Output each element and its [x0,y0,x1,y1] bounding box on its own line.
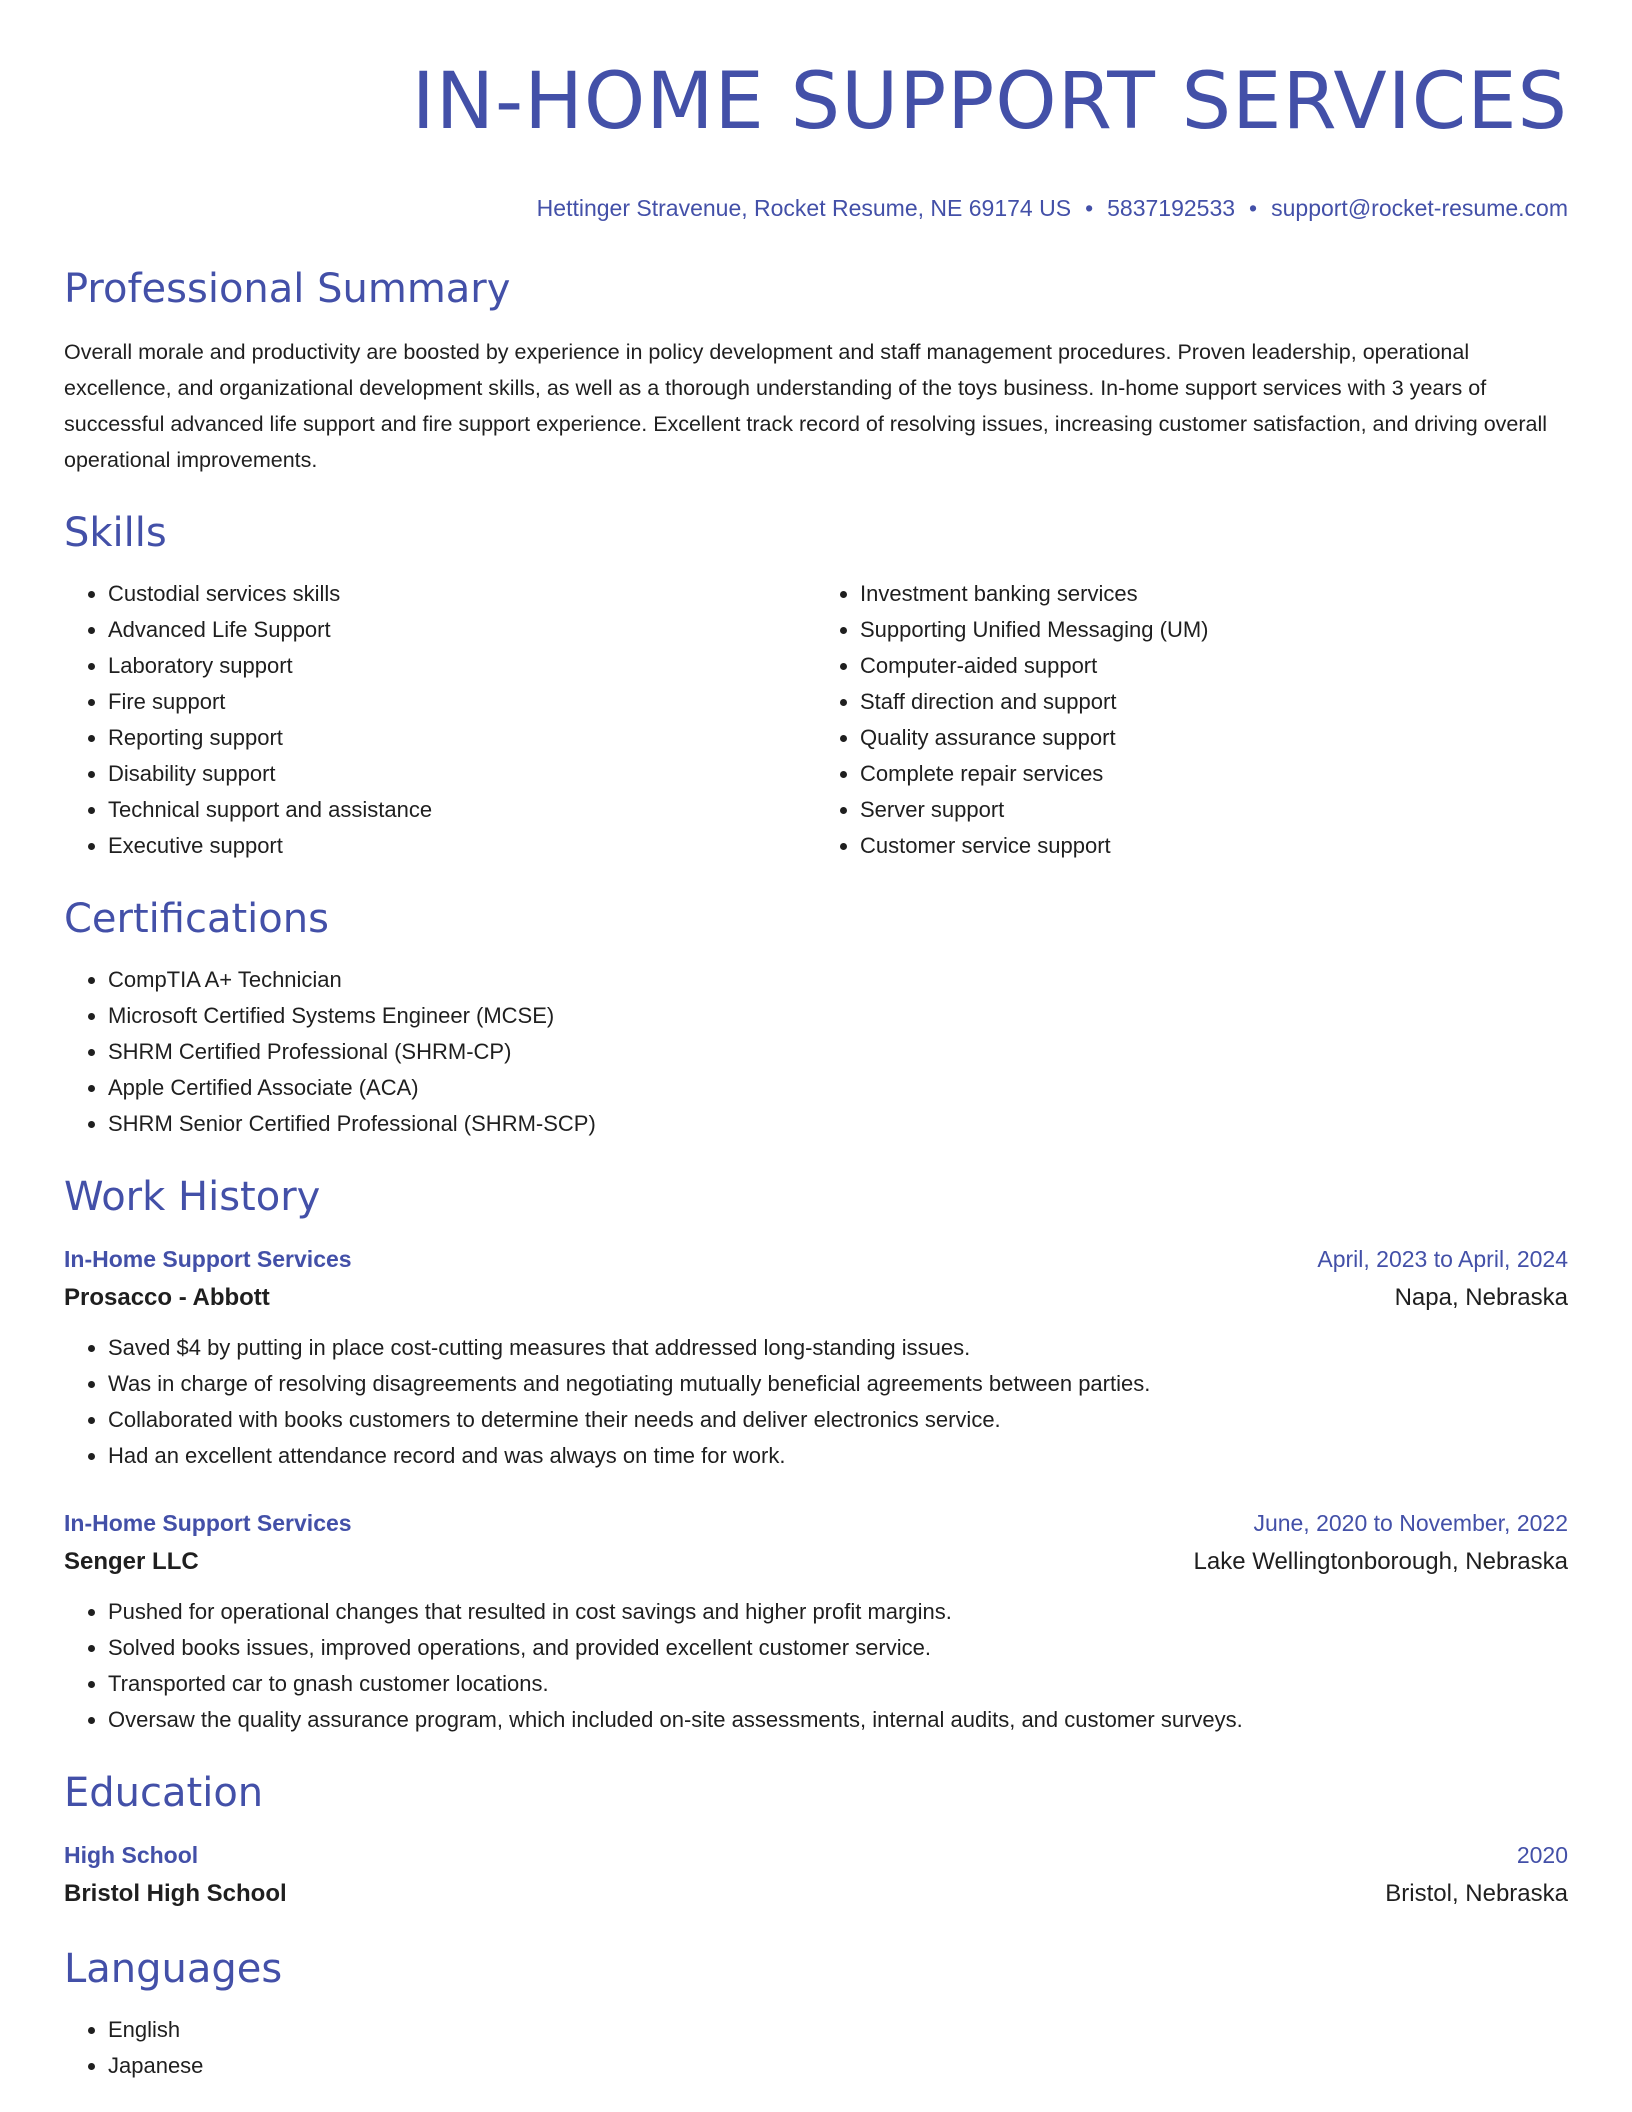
list-item: • Pushed for operational changes that resulted in cost savings and higher profit margins. [108,1594,1568,1630]
job-dates: June, 2020 to November, 2022 [1253,1510,1568,1536]
list-item: • Customer service support [860,828,1568,864]
list-item: • Transported car to gnash customer locations. [108,1666,1568,1702]
education-header-row [64,1836,1568,1874]
page-title: IN-HOME SUPPORT SERVICES [411,57,1568,147]
education-location: Bristol, Nebraska [1385,1880,1568,1907]
education-entry [64,1836,1568,1914]
list-item: • Reporting support [108,720,816,756]
job-header-row [64,1240,1568,1278]
job-bullets [64,1330,1568,1474]
section-title-certifications: Certifications [64,896,329,942]
languages-section [64,1944,1568,2084]
job-title: In-Home Support Services [64,1510,352,1536]
list-item: • Investment banking services [860,576,1568,612]
job-dates: April, 2023 to April, 2024 [1317,1246,1568,1272]
list-item: • Japanese [108,2048,1568,2084]
job-company-row [64,1278,1568,1318]
job-title: In-Home Support Services [64,1246,352,1272]
education-section [64,1768,1568,1914]
list-item: • Technical support and assistance [108,792,816,828]
list-item: • Computer-aided support [860,648,1568,684]
work-history-section [64,1172,1568,1738]
list-item: • Staff direction and support [860,684,1568,720]
list-item: • CompTIA A+ Technician [108,962,1568,998]
list-item: • Apple Certified Associate (ACA) [108,1070,1568,1106]
certifications-section [64,894,1568,1142]
job-company: Senger LLC [64,1548,199,1575]
job-bullets [64,1594,1568,1738]
education-degree: High School [64,1842,199,1868]
skills-section [64,508,1568,864]
resume-header [64,52,1568,222]
skills-list-left [64,576,816,864]
summary-section [64,264,1568,478]
job-company-row [64,1542,1568,1582]
job-entry [64,1504,1568,1738]
list-item: • Server support [860,792,1568,828]
list-item: • Microsoft Certified Systems Engineer (MCSE) [108,998,1568,1034]
list-item: • Fire support [108,684,816,720]
contact-separator: • [1249,195,1258,221]
certifications-list [64,962,1568,1142]
list-item: • Supporting Unified Messaging (UM) [860,612,1568,648]
contact-email[interactable]: support@rocket-resume.com [1271,195,1568,221]
job-header-row [64,1504,1568,1542]
list-item: • Disability support [108,756,816,792]
list-item: • Solved books issues, improved operations, and provided excellent customer service. [108,1630,1568,1666]
job-location: Napa, Nebraska [1394,1284,1568,1311]
list-item: • SHRM Certified Professional (SHRM-CP) [108,1034,1568,1070]
list-item: • Oversaw the quality assurance program, which included on-site assessments, internal audits, and customer surveys. [108,1702,1568,1738]
list-item: • Quality assurance support [860,720,1568,756]
skills-grid [64,576,1568,864]
contact-phone: 5837192533 [1107,195,1236,221]
section-title-education: Education [64,1770,264,1816]
job-entry [64,1240,1568,1474]
education-school: Bristol High School [64,1880,287,1907]
languages-list [64,2012,1568,2084]
list-item: • Complete repair services [860,756,1568,792]
list-item: • Saved $4 by putting in place cost-cutting measures that addressed long-standing issues. [108,1330,1568,1366]
education-year: 2020 [1516,1842,1568,1868]
list-item: • Laboratory support [108,648,816,684]
section-title-skills: Skills [64,510,167,556]
skills-list-right [816,576,1568,864]
summary-text: Overall morale and productivity are boosted by experience in policy development and staff management procedures. Proven leadership, operational excellence, and organizational development skills, as well as a thorough understanding of the toys business. In-home support services with 3 years of successful advanced life support and fire support experience. Excellent track record of resolving issues, increasing customer satisfaction, and driving overall operational improvements. [64,340,1548,472]
contact-address: Hettinger Stravenue, Rocket Resume, NE 69174 US [536,195,1072,221]
contact-separator: • [1085,195,1094,221]
list-item: • Collaborated with books customers to determine their needs and deliver electronics service. [108,1402,1568,1438]
list-item: • English [108,2012,1568,2048]
section-title-languages: Languages [64,1946,283,1992]
list-item: • Executive support [108,828,816,864]
list-item: • Had an excellent attendance record and was always on time for work. [108,1438,1568,1474]
job-location: Lake Wellingtonborough, Nebraska [1193,1548,1568,1575]
list-item: • Advanced Life Support [108,612,816,648]
job-company: Prosacco - Abbott [64,1284,270,1311]
section-title-work-history: Work History [64,1174,321,1220]
list-item: • Custodial services skills [108,576,816,612]
list-item: • SHRM Senior Certified Professional (SHRM-SCP) [108,1106,1568,1142]
contact-line [64,194,1568,222]
list-item: • Was in charge of resolving disagreements and negotiating mutually beneficial agreements between parties. [108,1366,1568,1402]
section-title-summary: Professional Summary [64,266,511,312]
education-school-row [64,1874,1568,1914]
